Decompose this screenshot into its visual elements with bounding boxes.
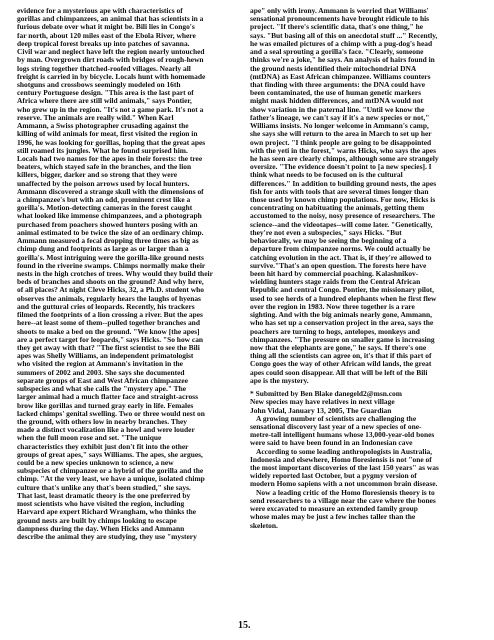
text-line: behaviorally, we may be seeing the beginning of a	[250, 236, 407, 246]
text-line: Indonesia and elsewhere, Homo floresiensis is not "one of	[250, 454, 432, 464]
text-line: they're not even a subspecies," says Hicks. "But	[250, 227, 402, 237]
text-line: gorillas and chimpanzees, an animal that has scientists in a	[17, 14, 204, 24]
text-line: who grew up in the region. "It's not a game park. It's not a	[17, 104, 204, 114]
text-line: describe the animal they are studying, they use "mystery	[17, 532, 197, 541]
text-line: deep tropical forest breaks up into patches of savanna.	[17, 38, 190, 48]
text-line: Ammann, a Swiss photographer crusading against the	[17, 121, 189, 131]
text-line: furious debate over what it might be. Bili lies in Congo's	[17, 22, 195, 32]
text-line: that finding with three arguments: the DNA could have	[250, 79, 426, 89]
text-line: sighting. And with the big animals nearly gone, Ammann,	[250, 310, 433, 320]
text-line: Now a leading critic of the Homo floresiensis theory is to	[256, 487, 435, 497]
text-line: the ground nests identified their mitochondrial DNA	[250, 63, 417, 73]
text-line: ape" only with irony. Ammann is worried that Williams'	[250, 6, 429, 15]
text-line: Locals had two names for the apes in their forests: the tree	[17, 153, 203, 163]
text-line: still roamed its jungles. What he found surprised him.	[17, 145, 188, 155]
text-line: thinks we're a joke," he says. An analysis of hairs found in	[250, 55, 435, 65]
text-line: thing all the scientists can agree on, it's that if this part of	[250, 351, 432, 361]
text-line: modern Homo sapiens with a not uncommon brain disease.	[250, 479, 438, 489]
text-line: the most important discoveries of the last 150 years" as was	[250, 463, 439, 473]
text-line: over the region in 1983. Now three together is a rare	[250, 301, 415, 311]
text-line: 1996, he was looking for gorillas, hoping that the great apes	[17, 137, 206, 147]
text-line: could be a new species unknown to science, a new	[17, 458, 174, 468]
text-line: been hit hard by commercial poaching. Kalashnikov-	[250, 269, 419, 278]
text-line: killing of wild animals for meat, first visited the region in	[17, 129, 198, 139]
text-line: she says she will return to the area in March to set up her	[250, 129, 432, 139]
text-line: by man. Overgrown dirt roads with bridges of rough-hewn	[17, 55, 204, 65]
text-line: larger animal had a much flatter face and straight-across	[17, 392, 198, 402]
text-line: made a distinct vocalization like a howl and were louder	[17, 425, 195, 435]
text-line: brow like gorillas and turned gray early in life. Females	[17, 400, 194, 410]
text-line: century Portuguese design. "This area is the last part of	[17, 88, 194, 98]
text-line: and a seal sprouting a gorilla's face. "Clearly, someone	[250, 47, 424, 57]
text-line: sensational pronouncements have brought ridicule to his	[250, 14, 430, 24]
text-line: are a perfect target for leopards," says Hicks. "So how can	[17, 334, 204, 344]
text-line: Civil war and neglect have left the region nearly untouched	[17, 47, 205, 57]
text-line: beds of branches and shoots on the ground? And why here,	[17, 277, 204, 287]
text-line: characteristics they exhibit just don't fit into the other	[17, 441, 189, 451]
text-line: he was emailed pictures of a chimp with a pug-dog's head	[250, 38, 433, 48]
text-line: sensational discovery last year of a new species of one-	[250, 421, 422, 431]
text-line: found in the riverine swamps. Chimps normally make their	[17, 260, 206, 270]
text-line: fish for ants with tools that are several times longer than	[250, 186, 429, 196]
text-line: gorilla's. Motion-detecting cameras in the forest caught	[17, 203, 193, 213]
text-line: summers of 2002 and 2003. She says she documented	[17, 367, 185, 377]
text-line: oversize. "The evidence doesn't point to [a new species]. I	[250, 162, 432, 172]
text-line: gorilla's. Most intriguing were the gorilla-like ground nests	[17, 252, 204, 262]
text-line: a chimpanzee's but with an odd, prominent crest like a	[17, 195, 191, 205]
text-line: logs string together thatched-roofed villages. Nearly all	[17, 63, 191, 73]
text-line: shotguns and crossbows seemingly modeled on 16th	[17, 79, 181, 89]
text-line: send researchers to a village near the cave where the bones	[250, 495, 436, 505]
text-line: killers, bigger, darker and so strong that they were	[17, 170, 178, 180]
text-line: animal estimated to be twice the size of an ordinary chimp.	[17, 227, 204, 237]
text-line: groups of great apes," says Williams. The apes, she argues,	[17, 449, 203, 459]
text-line: been contaminated, the use of human genetic markers	[250, 88, 422, 98]
text-line: ground nests are built by chimps looking to escape	[17, 515, 177, 525]
text-line: of all places? At night Cleve Hicks, 32, a Ph.D. student who	[17, 285, 204, 295]
text-line: ape is the mystery.	[250, 375, 309, 385]
text-line: what looked like immense chimpanzees, and a photograph	[17, 211, 202, 221]
text-line: separate groups of East and West African chimpanzee	[17, 375, 188, 385]
text-line: Ammann discovered a strange skull with the dimensions of	[17, 186, 204, 196]
text-line: project. "If there's scientific data, that's one thing," he	[250, 22, 424, 32]
text-line: shoots to make a bed on the ground. "We know [the apes]	[17, 326, 200, 336]
text-line: purchased from poachers showed hunters posing with an	[17, 219, 198, 229]
text-line: the ground, with others low in nearby branches. They	[17, 416, 187, 426]
submission-credit: * Submitted by Ben Blake danegeld2@msn.com	[250, 389, 402, 399]
text-line: with the yeti in the forest," warns Hicks, who says the apes	[250, 145, 437, 155]
text-line: apes was Shelly Williams, an independent primatologist	[17, 351, 194, 361]
text-line: says. "But basing all of this on anecdotal stuff ..." Recently,	[250, 30, 438, 40]
text-line: (mtDNA) as East African chimpanzee. Williams counters	[250, 71, 431, 81]
right-column	[250, 7, 478, 530]
text-line: Congo goes the way of other African wild lands, the great	[250, 359, 432, 369]
text-line: dampness during the day. When Hicks and Ammann	[17, 523, 185, 533]
text-line: evidence for a mysterious ape with characteristics of	[17, 6, 183, 15]
text-line: lacked chimps' genital swelling. Two or three would nest on	[17, 408, 205, 418]
text-line: Africa where there are still wild animals," says Pontier,	[17, 96, 192, 106]
text-line: culture that's unlike any that's been studied," she says.	[17, 482, 191, 492]
right-column-article-text	[250, 7, 478, 385]
text-line: Williams insists. No longer welcome in Ammann's camp,	[250, 121, 429, 131]
text-line: used to see herds of a hundred elephants when he first flew	[250, 293, 437, 303]
text-line: those used by known chimp populations. For now, Hicks is	[250, 195, 436, 205]
text-line: Harvard ape expert Richard Wrangham, who thinks the	[17, 507, 197, 517]
text-line: widely reported last October, but a pygmy version of	[250, 471, 417, 481]
text-line: were said to have been found in an Indonesian cave	[250, 438, 413, 448]
text-line: departure from chimpanzee norms. We could actually be	[250, 244, 431, 254]
text-line: apes could soon disappear. All that will be left of the Bili	[250, 367, 428, 377]
text-line: skeleton.	[250, 520, 278, 530]
text-line: catching evolution in the act. That is, if they're allowed to	[250, 252, 432, 262]
text-line: nests in the high crotches of trees. Why would they build their	[17, 269, 213, 278]
text-line: subspecies of chimpanzee or a hybrid of the gorilla and the	[17, 466, 204, 476]
text-line: differences." In addition to building ground nests, the apes	[250, 178, 437, 188]
text-line: unaffected by the poison arrows used by local hunters.	[17, 178, 190, 188]
text-line: accustomed to the noisy, nosy presence of researchers. The	[250, 211, 435, 221]
text-line: were excavated to measure an extended family group	[250, 504, 418, 514]
text-line: when the full moon rose and set. "The unique	[17, 433, 162, 443]
text-line: most scientists who have visited the region, including	[17, 499, 185, 509]
text-line: chimp dung and footprints as large as or larger than a	[17, 244, 189, 254]
text-line: show variation in the paternal line. "Until we know the	[250, 104, 425, 114]
text-line: they get away with that? "The first scientist to see the Bili	[17, 342, 200, 352]
text-line: That last, least dramatic theory is the one preferred by	[17, 490, 191, 500]
text-line: who has set up a conservation project in the area, says the	[250, 318, 434, 328]
text-line: wielding hunters stage raids from the Central African	[250, 277, 421, 287]
text-line: beaters, which stayed safe in the branches, and the lion	[17, 162, 192, 172]
text-line: metre-tall intelligent humans whose 13,000-year-old bones	[250, 430, 435, 440]
text-line: Ammann measured a fecal dropping three times as big as	[17, 236, 199, 246]
text-line: here--at least some of them--pulled together branches and	[17, 318, 200, 328]
text-line: he has seen are clearly chimps, although some are strangely	[250, 153, 439, 163]
text-line: Republic and central Congo. Pontier, the missionary pilot,	[250, 285, 435, 295]
text-line: far north, about 120 miles east of the Ebola River, where	[17, 30, 196, 40]
text-line: chimp. "At the very least, we have a unique, isolated chimp	[17, 474, 205, 484]
text-line: A growing number of scientists are challenging the	[256, 413, 417, 423]
text-line: freight is carried in by bicycle. Locals hunt with homemade	[17, 71, 206, 81]
text-line: John Vidal, January 13, 2005, The Guardian	[250, 405, 392, 415]
text-line: science--and the videotapes--will come later. "Genetically,	[250, 219, 433, 229]
text-line: think what needs to be focused on is the cultural	[250, 170, 403, 180]
text-line: chimpanzees. "The pressure on smaller game is increasing	[250, 334, 435, 344]
text-line: concentrating on habituating the animals, getting them	[250, 203, 425, 213]
text-line: filmed the footprints of a lion crossing a river. But the apes	[17, 310, 203, 320]
text-line: poachers are turning to hogs, antelopes, monkeys and	[250, 326, 420, 336]
text-line: whose males may be just a few inches taller than the	[250, 512, 416, 522]
text-line: reserve. The animals are really wild." When Karl	[17, 112, 174, 122]
left-column	[17, 7, 239, 541]
text-line: who visited the region at Ammann's invitation in the	[17, 359, 183, 369]
text-line: and the guttural cries of leopards. Recently, his trackers	[17, 301, 195, 311]
page-number: 15.	[238, 620, 251, 631]
text-line: observes the animals, regularly hears the laughs of hyenas	[17, 293, 201, 303]
text-line: subspecies and what she calls the "mystery ape." The	[17, 384, 187, 394]
text-line: own project. "I think people are going to be disappointed	[250, 137, 432, 147]
text-line: According to some leading anthropologists in Australia,	[256, 446, 433, 456]
text-line: survive."That's an open question. The forests here have	[250, 260, 427, 270]
text-line: might mask hidden differences, and mtDNA would not	[250, 96, 424, 106]
text-line: father's lineage, we can't say if it's a new species or not,"	[250, 112, 430, 122]
text-line: New species may have relatives in next village	[250, 397, 395, 407]
news-item	[250, 398, 478, 530]
text-line: now that the elephants are gone," he says. If there's one	[250, 342, 427, 352]
